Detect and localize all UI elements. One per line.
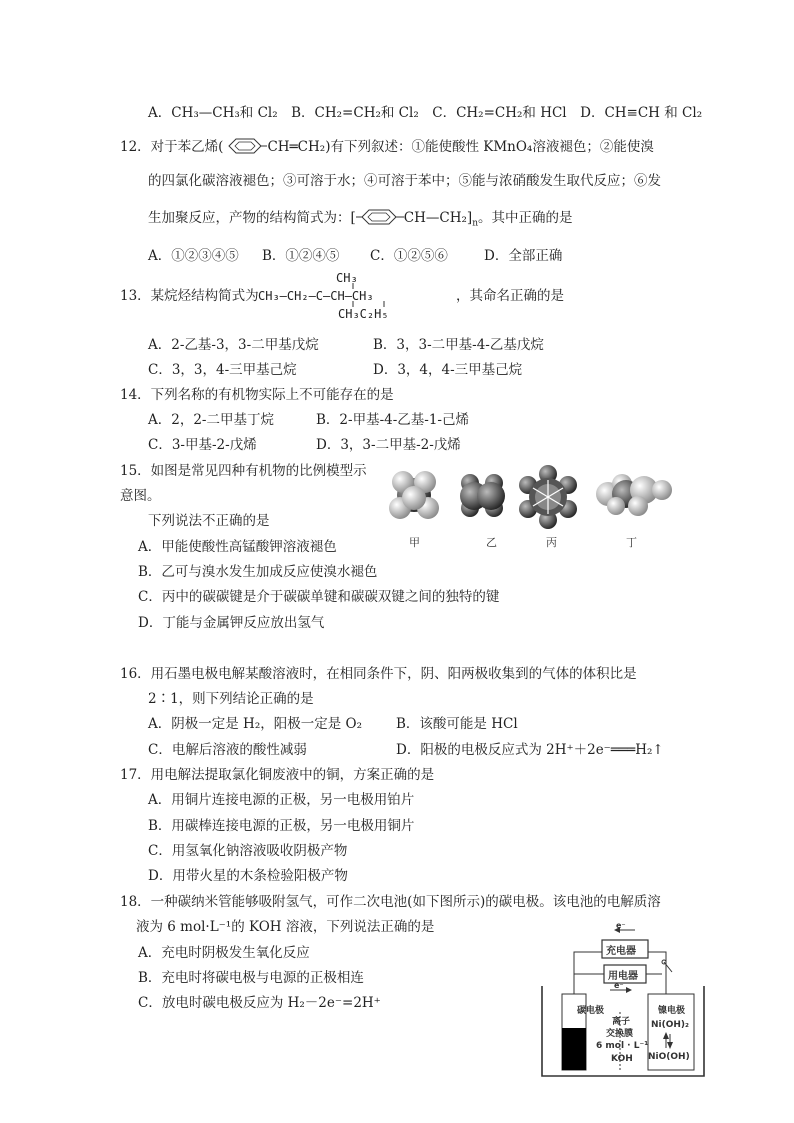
q14-stem: 14．下列名称的有机物实际上不可能存在的是: [120, 387, 394, 403]
model-yi: [460, 474, 505, 517]
q17-stem: 17．用电解法提取氯化铜废液中的铜，方案正确的是: [120, 767, 435, 783]
q18-nickel-electrode: 镍电极: [658, 1006, 686, 1016]
polymer-bracket-close-icon: ]: [466, 210, 473, 226]
q12-line1-post: )有下列叙述：①能使酸性 KMnO₄溶液褪色；②能使溴: [325, 139, 654, 155]
q18-nioh2: Ni(OH)₂: [651, 1020, 689, 1030]
q18-carbon-electrode: 碳电极: [577, 1006, 605, 1016]
q14-optD: D．3，3-二甲基-2-戊烯: [316, 437, 461, 453]
q15-optD: D．丁能与金属钾反应放出氢气: [138, 615, 325, 631]
q15-label-bing: 丙: [546, 536, 557, 549]
q12-vinyl: CH═CH₂: [267, 139, 326, 155]
q13-stem-pre: 13．某烷烃结构简式为: [120, 288, 259, 304]
q15-label-yi: 乙: [486, 536, 497, 549]
q13-optA: A．2-乙基-3，3-二甲基戊烷: [148, 337, 319, 353]
q12-optB: B．①②④⑤: [262, 248, 340, 264]
q13-formula-top: CH₃: [336, 271, 358, 285]
q17-optD: D．用带火星的木条检验阳极产物: [148, 868, 348, 884]
q15-optB: B．乙可与溴水发生加成反应使溴水褪色: [138, 564, 378, 580]
q18-charger: 充电器: [606, 946, 636, 957]
model-jia: [389, 471, 439, 519]
q18-membrane1: 离子: [612, 1017, 631, 1027]
q14-optB: B．2-甲基-4-乙基-1-己烯: [316, 412, 469, 428]
polymer-bracket-open-icon: [: [350, 210, 356, 226]
q18-optA: A．充电时阴极发生氧化反应: [138, 945, 310, 961]
q16-optC: C．电解后溶液的酸性减弱: [148, 742, 307, 758]
q18-conc: 6 mol · L⁻¹: [596, 1041, 649, 1051]
q13-optD: D．3，4，4-三甲基己烷: [373, 362, 523, 378]
q17-optC: C．用氢氧化钠溶液吸收阴极产物: [148, 843, 348, 859]
model-bing: [519, 465, 577, 529]
q16-optB: B．该酸可能是 HCl: [396, 716, 518, 732]
benzene-ring-icon: [356, 208, 404, 226]
q11-options: A．CH₃—CH₃和 Cl₂ B．CH₂=CH₂和 Cl₂ C．CH₂=CH₂和 HCl D．CH≡CH 和 Cl₂: [148, 105, 703, 121]
q12-line3-pre: 生加聚反应，产物的结构简式为：: [148, 210, 351, 226]
q16-optD: D．阳极的电极反应式为 2H⁺＋2e⁻═══H₂↑: [396, 742, 664, 758]
q12-line3: [148, 208, 572, 233]
q12-polymer: CH—CH₂: [403, 210, 467, 226]
q18-appliance: 用电器: [608, 971, 638, 982]
model-ding: [596, 474, 672, 516]
q12-line1-pre: 12．对于苯乙烯(: [120, 139, 224, 155]
q13-formula-main: CH₃—CH₂—C—CH—CH₃: [258, 289, 374, 303]
q13-stem-post: ，其命名正确的是: [456, 288, 564, 304]
q15-stem2: 意图。: [120, 488, 161, 504]
q13-optB: B．3，3-二甲基-4-乙基戊烷: [373, 337, 544, 353]
q15-label-jia: 甲: [409, 536, 420, 549]
q12-optC: C．①②⑤⑥: [370, 248, 448, 264]
q18-koh: KOH: [611, 1054, 633, 1064]
q13-formula-bottom: CH₃C₂H₅: [338, 307, 389, 321]
q18-membrane2: 交换膜: [606, 1029, 634, 1039]
q15-stem3: 下列说法不正确的是: [148, 513, 270, 529]
q12-line2: 的四氯化碳溶液褪色；③可溶于水；④可溶于苯中；⑤能与浓硝酸发生取代反应；⑥发: [148, 173, 661, 189]
q12-optD: D．全部正确: [484, 248, 563, 264]
q18-optC: C．放电时碳电极反应为 H₂－2e⁻=2H⁺: [138, 995, 381, 1011]
q17-optA: A．用铜片连接电源的正极，另一电极用铂片: [148, 792, 415, 808]
q14-optA: A．2，2-二甲基丁烷: [148, 412, 274, 428]
q12-line1: [120, 137, 654, 156]
q13-optC: C．3，3，4-三甲基己烷: [148, 362, 297, 378]
q16-stem1: 16．用石墨电极电解某酸溶液时，在相同条件下，阴、阳两极收集到的气体的体积比是: [120, 666, 637, 682]
q18-stem2: 液为 6 mol·L⁻¹的 KOH 溶液，下列说法正确的是: [136, 919, 435, 935]
q15-stem1: 15．如图是常见四种有机物的比例模型示: [120, 463, 367, 479]
q14-optC: C．3-甲基-2-戊烯: [148, 437, 257, 453]
q13-bond-lines: [340, 283, 400, 313]
q18-stem1: 18．一种碳纳米管能够吸附氢气，可作二次电池(如下图所示)的碳电极。该电池的电解质溶: [120, 894, 661, 910]
q18-optB: B．充电时将碳电极与电源的正极相连: [138, 970, 364, 986]
q18-electron-top: e⁻: [616, 921, 626, 930]
benzene-ring-icon: [223, 137, 267, 155]
q18-electron-bottom: e⁻: [614, 981, 624, 990]
q16-optA: A．阴极一定是 H₂，阳极一定是 O₂: [148, 716, 362, 732]
q18-niooh: NiO(OH): [648, 1052, 690, 1062]
q15-optC: C．丙中的碳碳键是介于碳碳单键和碳碳双键之间的独特的键: [138, 589, 500, 605]
q12-line3-post: 。其中正确的是: [477, 210, 573, 226]
q12-optA: A．①②③④⑤: [148, 248, 239, 264]
q12-polymer-n: n: [472, 218, 478, 229]
q15-label-ding: 丁: [626, 536, 637, 549]
q17-optB: B．用碳棒连接电源的正极，另一电极用铜片: [148, 818, 415, 834]
q16-stem2: 2∶1，则下列结论正确的是: [148, 691, 314, 707]
q15-optA: A．甲能使酸性高锰酸钾溶液褪色: [138, 539, 337, 555]
